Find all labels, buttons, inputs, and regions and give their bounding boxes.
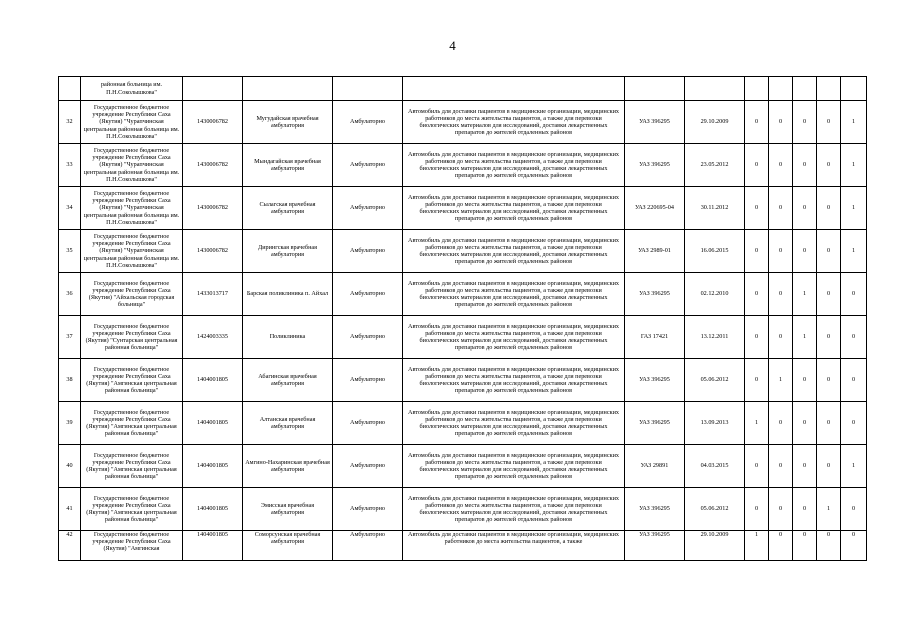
cell-model: УАЗ 396295: [625, 144, 685, 187]
cell-num: 38: [59, 359, 81, 402]
cell-inn: 1430006782: [183, 187, 243, 230]
cell-num: 41: [59, 488, 81, 531]
cell-purpose: Автомобиль для доставки пациентов в медицинские организации, медицинских работников до места жительства пациентов, а также для перевозки биологических материалов для исследований, доставки лекарственных препаратов до жителей отдаленных районов: [403, 144, 625, 187]
cell-purpose: Автомобиль для доставки пациентов в медицинские организации, медицинских работников до места жительства пациентов, а также для перевозки биологических материалов для исследований, доставки лекарственных препаратов до жителей отдаленных районов: [403, 101, 625, 144]
cell-count-2: 0: [769, 101, 793, 144]
cell-count-1: 0: [745, 101, 769, 144]
cell-unit: Амгино-Нахаринская врачебная амбулатория: [243, 445, 333, 488]
cell-organization: Государственное бюджетное учреждение Республики Саха (Якутия) "Чурапчинская центральная районная больница им. П.Н.Соколышкова": [81, 187, 183, 230]
table-row: [59, 445, 867, 488]
cell-count-4: 0: [817, 316, 841, 359]
cell-date: 05.06.2012: [685, 488, 745, 531]
cell-model: УАЗ 220695-04: [625, 187, 685, 230]
cell-count-3: 0: [793, 144, 817, 187]
cell-count-3: 0: [793, 488, 817, 531]
cell-count-4: 0: [817, 402, 841, 445]
cell-count-3: 0: [793, 531, 817, 561]
cell-count-2: 0: [769, 187, 793, 230]
table-row: [59, 144, 867, 187]
cell-organization: Государственное бюджетное учреждение Республики Саха (Якутия) "Амгинская центральная районная больница": [81, 488, 183, 531]
cell-num: 40: [59, 445, 81, 488]
cell-count-4: 0: [817, 531, 841, 561]
cell-organization: Государственное бюджетное учреждение Республики Саха (Якутия) "Айхальская городская больница": [81, 273, 183, 316]
cell-date: 29.10.2009: [685, 531, 745, 561]
cell-type: Амбулаторно: [333, 273, 403, 316]
cell-count-5: [841, 77, 867, 101]
cell-type: Амбулаторно: [333, 488, 403, 531]
cell-count-3: 0: [793, 445, 817, 488]
table-row: [59, 273, 867, 316]
cell-purpose: Автомобиль для доставки пациентов в медицинские организации, медицинских работников до места жительства пациентов, а также для перевозки биологических материалов для исследований, доставки лекарственных препаратов до жителей отдаленных районов: [403, 445, 625, 488]
table-row-continuation: [59, 77, 867, 101]
cell-inn: 1404001805: [183, 402, 243, 445]
vehicle-registry-table: [58, 76, 867, 561]
cell-count-5: 0: [841, 488, 867, 531]
cell-inn: 1404001805: [183, 531, 243, 561]
cell-model: УАЗ 396295: [625, 359, 685, 402]
cell-count-2: 0: [769, 445, 793, 488]
cell-count-5: 1: [841, 230, 867, 273]
cell-count-1: 0: [745, 359, 769, 402]
cell-organization: Государственное бюджетное учреждение Республики Саха (Якутия) "Чурапчинская центральная районная больница им. П.Н.Соколышкова": [81, 230, 183, 273]
cell-num: 34: [59, 187, 81, 230]
cell-date: 05.06.2012: [685, 359, 745, 402]
cell-inn: 1404001805: [183, 445, 243, 488]
cell-unit: Мугудайская врачебная амбулатория: [243, 101, 333, 144]
cell-count-5: 1: [841, 101, 867, 144]
cell-count-4: 0: [817, 187, 841, 230]
cell-count-5: 0: [841, 316, 867, 359]
cell-model: УАЗ 396295: [625, 531, 685, 561]
cell-count-4: 0: [817, 359, 841, 402]
table-row: [59, 402, 867, 445]
cell-purpose: Автомобиль для доставки пациентов в медицинские организации, медицинских работников до места жительства пациентов, а также для перевозки биологических материалов для исследований, доставки лекарственных препаратов до жителей отдаленных районов: [403, 402, 625, 445]
cell-count-5: 0: [841, 402, 867, 445]
cell-type: Амбулаторно: [333, 359, 403, 402]
cell-model: УАЗ 2989-01: [625, 230, 685, 273]
cell-date: 23.05.2012: [685, 144, 745, 187]
cell-purpose: Автомобиль для доставки пациентов в медицинские организации, медицинских работников до места жительства пациентов, а также для перевозки биологических материалов для исследований, доставки лекарственных препаратов до жителей отдаленных районов: [403, 316, 625, 359]
page-number: 4: [449, 38, 456, 53]
cell-type: Амбулаторно: [333, 402, 403, 445]
cell-count-3: [793, 77, 817, 101]
cell-model: УАЗ 396295: [625, 402, 685, 445]
cell-count-4: 0: [817, 144, 841, 187]
table-row: [59, 488, 867, 531]
cell-count-3: 0: [793, 187, 817, 230]
cell-unit: Дирингская врачебная амбулатория: [243, 230, 333, 273]
cell-organization: Государственное бюджетное учреждение Республики Саха (Якутия) "Амгинская центральная районная больница": [81, 445, 183, 488]
cell-count-2: 0: [769, 488, 793, 531]
cell-model: УАЗ 396295: [625, 101, 685, 144]
cell-count-4: 0: [817, 101, 841, 144]
cell-count-1: 0: [745, 445, 769, 488]
cell-date: 29.10.2009: [685, 101, 745, 144]
cell-count-2: 0: [769, 316, 793, 359]
cell-count-4: 1: [817, 488, 841, 531]
cell-inn: 1404001805: [183, 359, 243, 402]
cell-count-1: [745, 77, 769, 101]
cell-unit: Абагинская врачебная амбулатория: [243, 359, 333, 402]
cell-count-5: 0: [841, 273, 867, 316]
cell-inn: 1424003335: [183, 316, 243, 359]
cell-count-4: [817, 77, 841, 101]
cell-purpose: Автомобиль для доставки пациентов в медицинские организации, медицинских работников до места жительства пациентов, а также для перевозки биологических материалов для исследований, доставки лекарственных препаратов до жителей отдаленных районов: [403, 187, 625, 230]
cell-count-1: 0: [745, 187, 769, 230]
cell-count-2: 0: [769, 531, 793, 561]
cell-unit: [243, 77, 333, 101]
cell-num: 35: [59, 230, 81, 273]
cell-count-1: 0: [745, 273, 769, 316]
cell-organization: Государственное бюджетное учреждение Республики Саха (Якутия) "Сунтарская центральная районная больница": [81, 316, 183, 359]
cell-count-3: 0: [793, 230, 817, 273]
cell-purpose: Автомобиль для доставки пациентов в медицинские организации, медицинских работников до места жительства пациентов, а также для перевозки биологических материалов для исследований, доставки лекарственных препаратов до жителей отдаленных районов: [403, 273, 625, 316]
table-row: [59, 316, 867, 359]
cell-type: Амбулаторно: [333, 101, 403, 144]
cell-inn: 1430006782: [183, 230, 243, 273]
cell-date: 16.06.2015: [685, 230, 745, 273]
cell-count-5: 1: [841, 445, 867, 488]
cell-count-5: 0: [841, 359, 867, 402]
cell-count-1: 1: [745, 531, 769, 561]
cell-unit: Соморсунская врачебная амбулатория: [243, 531, 333, 561]
cell-num: 33: [59, 144, 81, 187]
cell-num: 42: [59, 531, 81, 561]
table-row: [59, 187, 867, 230]
cell-purpose: Автомобиль для доставки пациентов в медицинские организации, медицинских работников до места жительства пациентов, а также для перевозки биологических материалов для исследований, доставки лекарственных препаратов до жителей отдаленных районов: [403, 488, 625, 531]
cell-type: Амбулаторно: [333, 230, 403, 273]
cell-count-1: 1: [745, 402, 769, 445]
cell-count-3: 1: [793, 273, 817, 316]
cell-count-3: 0: [793, 359, 817, 402]
cell-num: 39: [59, 402, 81, 445]
cell-num: 32: [59, 101, 81, 144]
cell-type: Амбулаторно: [333, 144, 403, 187]
cell-purpose: Автомобиль для доставки пациентов в медицинские организации, медицинских работников до места жительства пациентов, а также для перевозки биологических материалов для исследований, доставки лекарственных препаратов до жителей отдаленных районов: [403, 359, 625, 402]
cell-date: 30.11.2012: [685, 187, 745, 230]
cell-purpose: Автомобиль для доставки пациентов в медицинские организации, медицинских работников до места жительства пациентов, а также: [403, 531, 625, 561]
cell-organization: районная больница им. П.Н.Соколышкова": [81, 77, 183, 101]
cell-organization: Государственное бюджетное учреждение Республики Саха (Якутия) "Амгинская: [81, 531, 183, 561]
cell-type: Амбулаторно: [333, 531, 403, 561]
cell-count-2: 0: [769, 230, 793, 273]
cell-count-2: 0: [769, 273, 793, 316]
cell-unit: Поликлиника: [243, 316, 333, 359]
cell-model: УАЗ 396295: [625, 273, 685, 316]
cell-unit: Алтанская врачебная амбулатория: [243, 402, 333, 445]
cell-unit: Барская поликлиника п. Айхал: [243, 273, 333, 316]
table-row: [59, 531, 867, 561]
cell-inn: 1433013717: [183, 273, 243, 316]
cell-count-2: 0: [769, 144, 793, 187]
cell-count-1: 0: [745, 488, 769, 531]
cell-organization: Государственное бюджетное учреждение Республики Саха (Якутия) "Амгинская центральная районная больница": [81, 359, 183, 402]
cell-count-3: 1: [793, 316, 817, 359]
cell-unit: Мындагайская врачебная амбулатория: [243, 144, 333, 187]
cell-inn: 1430006782: [183, 101, 243, 144]
cell-unit: Эмисская врачебная амбулатория: [243, 488, 333, 531]
cell-count-2: [769, 77, 793, 101]
cell-inn: 1404001805: [183, 488, 243, 531]
cell-count-1: 0: [745, 144, 769, 187]
table-row: [59, 359, 867, 402]
cell-date: 02.12.2010: [685, 273, 745, 316]
cell-num: 37: [59, 316, 81, 359]
cell-unit: Сылагская врачебная амбулатория: [243, 187, 333, 230]
cell-count-3: 0: [793, 101, 817, 144]
cell-inn: 1430006782: [183, 144, 243, 187]
cell-count-3: 0: [793, 402, 817, 445]
cell-num: [59, 77, 81, 101]
cell-count-4: 0: [817, 445, 841, 488]
cell-type: Амбулаторно: [333, 445, 403, 488]
cell-organization: Государственное бюджетное учреждение Республики Саха (Якутия) "Чурапчинская центральная районная больница им. П.Н.Соколышкова": [81, 101, 183, 144]
cell-organization: Государственное бюджетное учреждение Республики Саха (Якутия) "Амгинская центральная районная больница": [81, 402, 183, 445]
cell-count-2: 1: [769, 359, 793, 402]
cell-model: УАЗ 29891: [625, 445, 685, 488]
cell-purpose: Автомобиль для доставки пациентов в медицинские организации, медицинских работников до места жительства пациентов, а также для перевозки биологических материалов для исследований, доставки лекарственных препаратов до жителей отдаленных районов: [403, 230, 625, 273]
cell-count-5: 0: [841, 531, 867, 561]
cell-model: УАЗ 396295: [625, 488, 685, 531]
cell-organization: Государственное бюджетное учреждение Республики Саха (Якутия) "Чурапчинская центральная районная больница им. П.Н.Соколышкова": [81, 144, 183, 187]
table-row: [59, 230, 867, 273]
cell-type: Амбулаторно: [333, 316, 403, 359]
cell-num: 36: [59, 273, 81, 316]
cell-date: 04.03.2015: [685, 445, 745, 488]
cell-date: 13.12.2011: [685, 316, 745, 359]
cell-model: ГАЗ 17421: [625, 316, 685, 359]
cell-count-1: 0: [745, 230, 769, 273]
cell-purpose: [403, 77, 625, 101]
cell-count-1: 0: [745, 316, 769, 359]
cell-date: 13.09.2013: [685, 402, 745, 445]
table-row: [59, 101, 867, 144]
cell-count-2: 0: [769, 402, 793, 445]
cell-date: [685, 77, 745, 101]
cell-type: Амбулаторно: [333, 187, 403, 230]
cell-type: [333, 77, 403, 101]
cell-inn: [183, 77, 243, 101]
cell-count-4: 0: [817, 273, 841, 316]
cell-model: [625, 77, 685, 101]
cell-count-5: 1: [841, 144, 867, 187]
cell-count-4: 0: [817, 230, 841, 273]
cell-count-5: 1: [841, 187, 867, 230]
